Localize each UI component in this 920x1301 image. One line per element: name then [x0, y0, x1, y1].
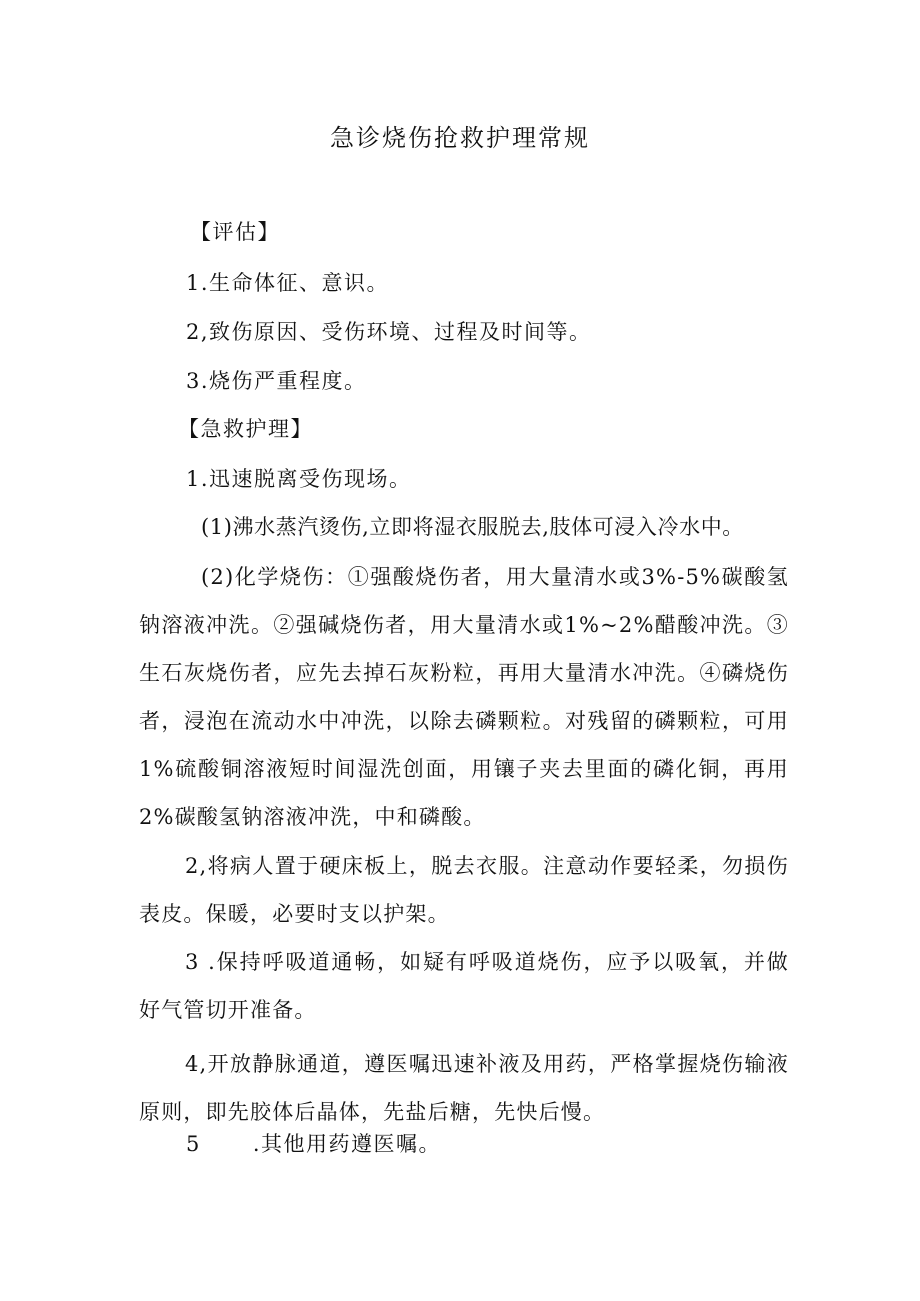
- first-aid-sub-item-1: (1)沸水蒸汽烫伤,立即将湿衣服脱去,肢体可浸入冷水中。: [201, 515, 744, 539]
- document-title: 急诊烧伤抢救护理常规: [330, 124, 590, 152]
- first-aid-item-4: 4,开放静脉通道，遵医嘱迅速补液及用药，严格掌握烧伤输液原则，即先胶体后晶体，先盐后糖，先快后慢。: [139, 1052, 789, 1124]
- first-aid-item-5-text: .其他用药遵医嘱。: [252, 1132, 442, 1156]
- assessment-item-3: 3.烧伤严重程度。: [186, 369, 367, 393]
- first-aid-heading: 【急救护理】: [178, 417, 313, 441]
- first-aid-item-5-number: 5: [186, 1132, 201, 1156]
- first-aid-sub-item-2: (2)化学烧伤：①强酸烧伤者，用大量清水或3%-5%碳酸氢钠溶液冲洗。②强碱烧伤者，用大量清水或1%~2%醋酸冲洗。③生石灰烧伤者，应先去掉石灰粉粒，再用大量清水冲洗。④磷烧伤者，浸泡在流动水中冲洗，以除去磷颗粒。对残留的磷颗粒，可用1%硫酸铜溶液短时间湿洗创面，用镶子夹去里面的磷化铜，再用2%碳酸氢钠溶液冲洗，中和磷酸。: [139, 565, 789, 829]
- assessment-heading: 【评估】: [190, 220, 280, 244]
- first-aid-item-2: 2,将病人置于硬床板上，脱去衣服。注意动作要轻柔，勿损伤表皮。保暖，必要时支以护架。: [139, 854, 789, 926]
- first-aid-item-1: 1.迅速脱离受伤现场。: [186, 467, 412, 491]
- first-aid-item-5: [186, 1128, 441, 1158]
- assessment-item-1: 1.生命体征、意识。: [186, 271, 390, 295]
- assessment-item-2: 2,致伤原因、受伤环境、过程及时间等。: [186, 320, 592, 344]
- first-aid-item-3: 3 .保持呼吸道通畅，如疑有呼吸道烧伤，应予以吸氧，并做好气管切开准备。: [139, 950, 789, 1022]
